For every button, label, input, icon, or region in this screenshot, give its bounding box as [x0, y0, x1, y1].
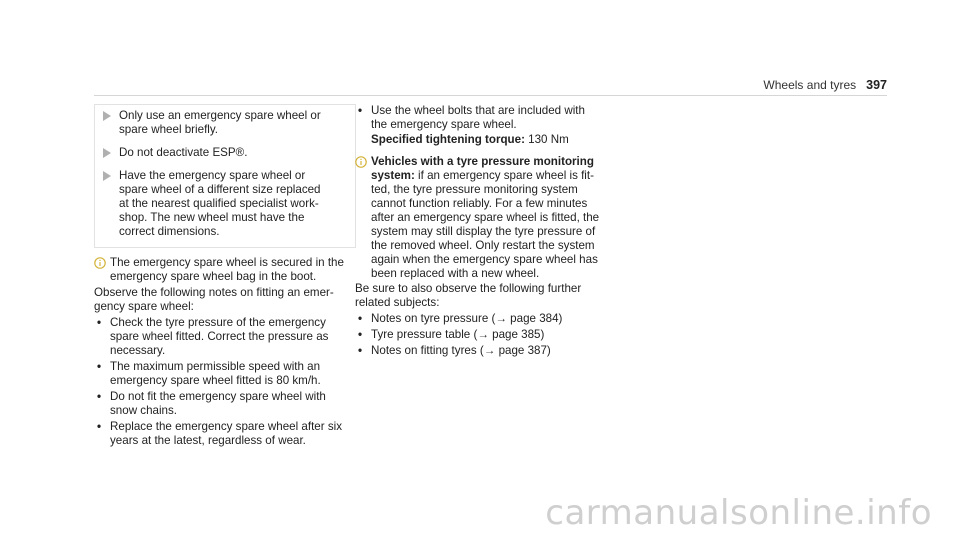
list-item: • Use the wheel bolts that are included with the emergency spare wheel. [355, 104, 625, 132]
spec-label: Specified tightening torque: [371, 133, 525, 146]
watermark: carmanualsonline.info [545, 493, 932, 533]
spec-value: 130 Nm [524, 133, 569, 146]
play-arrow-icon [95, 109, 119, 137]
list-item: • Replace the emergency spare wheel after six years at the latest, regardless of wear. [94, 420, 356, 448]
header-divider [94, 95, 887, 96]
warning-text: Have the emergency spare wheel or spare wheel of a different size replaced at the nearest qualified specialist work- shop. The new wheel must have the correct dimensions. [119, 169, 321, 238]
list-item-text: Use the wheel bolts that are included with the emergency spare wheel. [371, 104, 585, 131]
list-item: • The maximum permissible speed with an emergency spare wheel fitted is 80 km/h. [94, 360, 356, 388]
info-icon [355, 155, 371, 281]
intro-paragraph: Observe the following notes on fitting an emer- gency spare wheel: [94, 286, 334, 313]
related-intro: Be sure to also observe the following further related subjects: [355, 282, 582, 309]
warning-text: Only use an emergency spare wheel or spare wheel briefly. [119, 109, 321, 136]
list-item: • Do not fit the emergency spare wheel with snow chains. [94, 390, 356, 418]
section-title: Wheels and tyres [763, 78, 857, 92]
related-link-text[interactable]: Tyre pressure table (→ page 385) [371, 328, 545, 341]
play-arrow-icon [95, 169, 119, 239]
torque-spec [355, 133, 625, 147]
right-column [355, 104, 625, 360]
related-link-text[interactable]: Notes on fitting tyres (→ page 387) [371, 344, 551, 357]
warning-box [94, 104, 356, 248]
list-item: • Check the tyre pressure of the emergency spare wheel fitted. Correct the pressure as necessary. [94, 316, 356, 358]
warning-text: Do not deactivate ESP®. [119, 146, 248, 159]
warning-item [95, 146, 345, 160]
related-link-text[interactable]: Notes on tyre pressure (→ page 384) [371, 312, 563, 325]
related-link[interactable]: • Notes on tyre pressure (→ page 384) [355, 312, 625, 326]
warning-item [95, 109, 345, 137]
warning-item [95, 169, 345, 239]
note-text: if an emergency spare wheel is fit- ted, the tyre pressure monitoring system cannot function reliably. For a few minutes after an emergency spare wheel is fitted, the system may still display the tyre pressure of the removed wheel. Only restart the system again when the emergency spare wheel has been replaced with a new wheel. [371, 169, 600, 280]
play-arrow-icon [95, 146, 119, 160]
info-note [94, 256, 356, 284]
list-item-text: Check the tyre pressure of the emergency spare wheel fitted. Correct the pressure as necessary. [110, 316, 329, 357]
info-note [355, 155, 625, 281]
left-column [94, 104, 356, 450]
list-item-text: Do not fit the emergency spare wheel with snow chains. [110, 390, 326, 417]
page-header [763, 78, 887, 96]
related-link[interactable]: • Notes on fitting tyres (→ page 387) [355, 344, 625, 358]
list-item-text: Replace the emergency spare wheel after six years at the latest, regardless of wear. [110, 420, 342, 447]
note-title: Vehicles with a tyre pressure monitoring system: [371, 155, 594, 182]
note-text: The emergency spare wheel is secured in the emergency spare wheel bag in the boot. [110, 256, 344, 283]
related-link[interactable]: • Tyre pressure table (→ page 385) [355, 328, 625, 342]
list-item-text: The maximum permissible speed with an emergency spare wheel fitted is 80 km/h. [110, 360, 321, 387]
info-icon [94, 256, 110, 284]
page-number: 397 [866, 78, 887, 92]
